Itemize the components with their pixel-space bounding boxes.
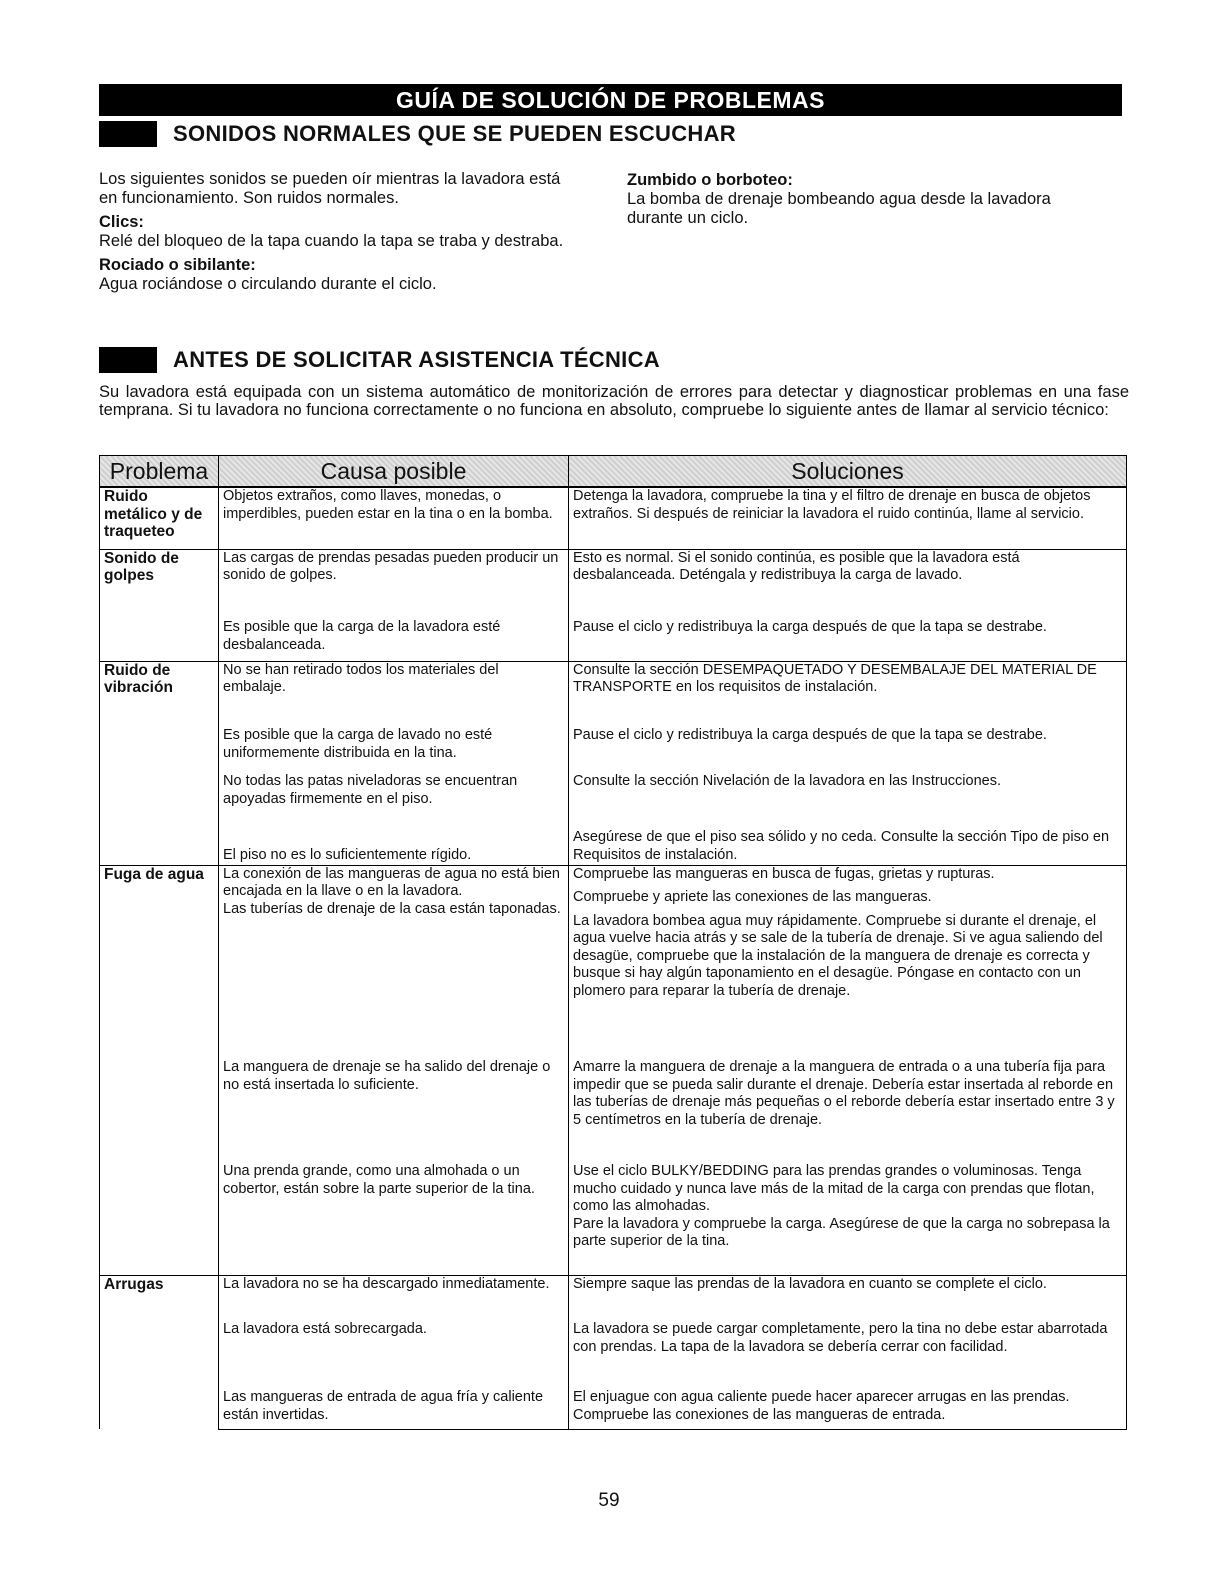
table-row [100,1389,1127,1429]
normal-sounds-right-column [627,170,1107,228]
cause-cell: El piso no es lo suficientemente rígido. [219,829,569,865]
solution-cell [569,865,1127,1059]
solution-cell: La lavadora se puede cargar completamente, pero la tina no debe estar abarrotada con prendas. La tapa de la lavadora se debería cerrar con facilidad. [569,1321,1127,1389]
solution-cell: Consulte la sección DESEMPAQUETADO Y DESEMBALAJE DEL MATERIAL DE TRANSPORTE en los requisitos de instalación. [569,661,1127,727]
table-row [100,865,1127,1059]
header-problem: Problema [100,456,219,488]
before-service-intro: Su lavadora está equipada con un sistema automático de monitorización de errores para detectar y diagnosticar problemas en una fase temprana. Si tu lavadora no funciona correctamente o no funciona en absoluto, compruebe lo siguiente antes de llamar al servicio técnico: [99,383,1129,419]
cause-text: no está insertada lo suficiente. [223,1076,419,1093]
table-row [100,773,1127,829]
cause-cell: Es posible que la carga de la lavadora esté desbalanceada. [219,619,569,661]
rociado-label: Rociado o sibilante: [99,256,256,274]
header-solutions: Soluciones [569,456,1127,488]
clics-label: Clics: [99,213,144,231]
table-row [100,619,1127,661]
solution-cell: El enjuague con agua caliente puede hacer aparecer arrugas en las prendas. Compruebe las conexiones de las mangueras de entrada. [569,1389,1127,1429]
normal-sounds-left-column [99,170,569,294]
problem-cell: Ruido de vibración [100,661,219,865]
cause-cell: La lavadora está sobrecargada. [219,1321,569,1389]
table-header-row [100,456,1127,488]
table-row [100,1163,1127,1275]
problem-cell: Fuga de agua [100,865,219,1275]
table-row [100,727,1127,773]
section-marker [99,121,157,147]
table-row [100,829,1127,865]
solution-cell: Asegúrese de que el piso sea sólido y no ceda. Consulte la sección Tipo de piso en Requisitos de instalación. [569,829,1127,865]
cause-text: Las tuberías de drenaje de la casa están taponadas. [223,900,561,917]
solution-cell: Detenga la lavadora, compruebe la tina y el filtro de drenaje en busca de objetos extraños. Si después de reiniciar la lavadora el ruido continúa, llame al servicio. [569,487,1127,549]
cause-cell: Las cargas de prendas pesadas pueden producir un sonido de golpes. [219,549,569,619]
section-title: SONIDOS NORMALES QUE SE PUEDEN ESCUCHAR [173,121,736,146]
solution-cell: Amarre la manguera de drenaje a la manguera de entrada o a una tubería fija para impedir que se pueda salir durante el drenaje. Debería estar insertada al reborde en las tuberías de drenaje más pequeñas o el reborde debería estar insertado entre 3 y 5 centímetros en la tubería de drenaje. [569,1059,1127,1163]
page-banner: GUÍA DE SOLUCIÓN DE PROBLEMAS [99,84,1122,116]
cause-cell: Objetos extraños, como llaves, monedas, o imperdibles, pueden estar en la tina o en la bomba. [219,487,569,549]
solution-text: Pare la lavadora y compruebe la carga. Asegúrese de que la carga no sobrepasa la parte superior de la tina. [573,1215,1110,1249]
cause-cell [219,865,569,1059]
cause-cell: No todas las patas niveladoras se encuentran apoyadas firmemente en el piso. [219,773,569,829]
cause-cell: Es posible que la carga de lavado no esté uniformemente distribuida en la tina. [219,727,569,773]
solution-cell: Pause el ciclo y redistribuya la carga después de que la tapa se destrabe. [569,619,1127,661]
table-row [100,661,1127,727]
zumbido-text: La bomba de drenaje bombeando agua desde la lavadora durante un ciclo. [627,190,1051,227]
section-heading-before-service [99,345,660,375]
table-row [100,1321,1127,1389]
clics-text: Relé del bloqueo de la tapa cuando la tapa se traba y destraba. [99,232,564,250]
rociado-text: Agua rociándose o circulando durante el ciclo. [99,275,437,293]
cause-cell: Una prenda grande, como una almohada o un cobertor, están sobre la parte superior de la tina. [219,1163,569,1275]
section-heading-normal-sounds [99,119,736,149]
solution-cell: Esto es normal. Si el sonido continúa, es posible que la lavadora está desbalanceada. Deténgala y redistribuya la carga de lavado. [569,549,1127,619]
solution-text: Compruebe las mangueras en busca de fugas, grietas y rupturas. [573,865,995,882]
cause-cell: Las mangueras de entrada de agua fría y caliente están invertidas. [219,1389,569,1429]
table-row [100,487,1127,549]
solution-text: La lavadora bombea agua muy rápidamente. Compruebe si durante el drenaje, el agua vuelve hacia atrás y se sale de la tubería de drenaje. Si ve agua saliendo del desagüe, compruebe que la instalación de la manguera de drenaje es correcta y busque si hay algún taponamiento en el desagüe. Póngase en contacto con un plomero para reparar la tubería de drenaje. [573,912,1103,999]
troubleshooting-table [99,455,1127,1430]
normal-sounds-intro: Los siguientes sonidos se pueden oír mientras la lavadora está en funcionamiento. Son ruidos normales. [99,170,561,207]
problem-cell: Ruido metálico y de traqueteo [100,487,219,549]
table-row [100,1275,1127,1321]
cause-cell [219,1059,569,1163]
zumbido-label: Zumbido o borboteo: [627,171,793,189]
solution-text: Compruebe y apriete las conexiones de las mangueras. [573,889,932,905]
cause-cell: No se han retirado todos los materiales del embalaje. [219,661,569,727]
page-number: 59 [598,1490,620,1511]
cause-text: La manguera de drenaje se ha salido del drenaje o [223,1059,551,1075]
solution-cell [569,1163,1127,1275]
solution-cell: Consulte la sección Nivelación de la lavadora en las Instrucciones. [569,773,1127,829]
table-row [100,1059,1127,1163]
header-cause: Causa posible [219,456,569,488]
problem-cell: Sonido de golpes [100,549,219,661]
solution-cell: Pause el ciclo y redistribuya la carga después de que la tapa se destrabe. [569,727,1127,773]
section-marker [99,347,157,373]
cause-cell: La lavadora no se ha descargado inmediatamente. [219,1275,569,1321]
cause-text: La conexión de las mangueras de agua no está bien encajada en la llave o en la lavadora. [223,865,560,899]
solution-text: Use el ciclo BULKY/BEDDING para las prendas grandes o voluminosas. Tenga mucho cuidado y nunca lave más de la mitad de la carga con prendas que flotan, como las almohadas. [573,1163,1095,1214]
section-title: ANTES DE SOLICITAR ASISTENCIA TÉCNICA [173,347,660,372]
table-row [100,549,1127,619]
problem-cell: Arrugas [100,1275,219,1429]
solution-cell: Siempre saque las prendas de la lavadora en cuanto se complete el ciclo. [569,1275,1127,1321]
